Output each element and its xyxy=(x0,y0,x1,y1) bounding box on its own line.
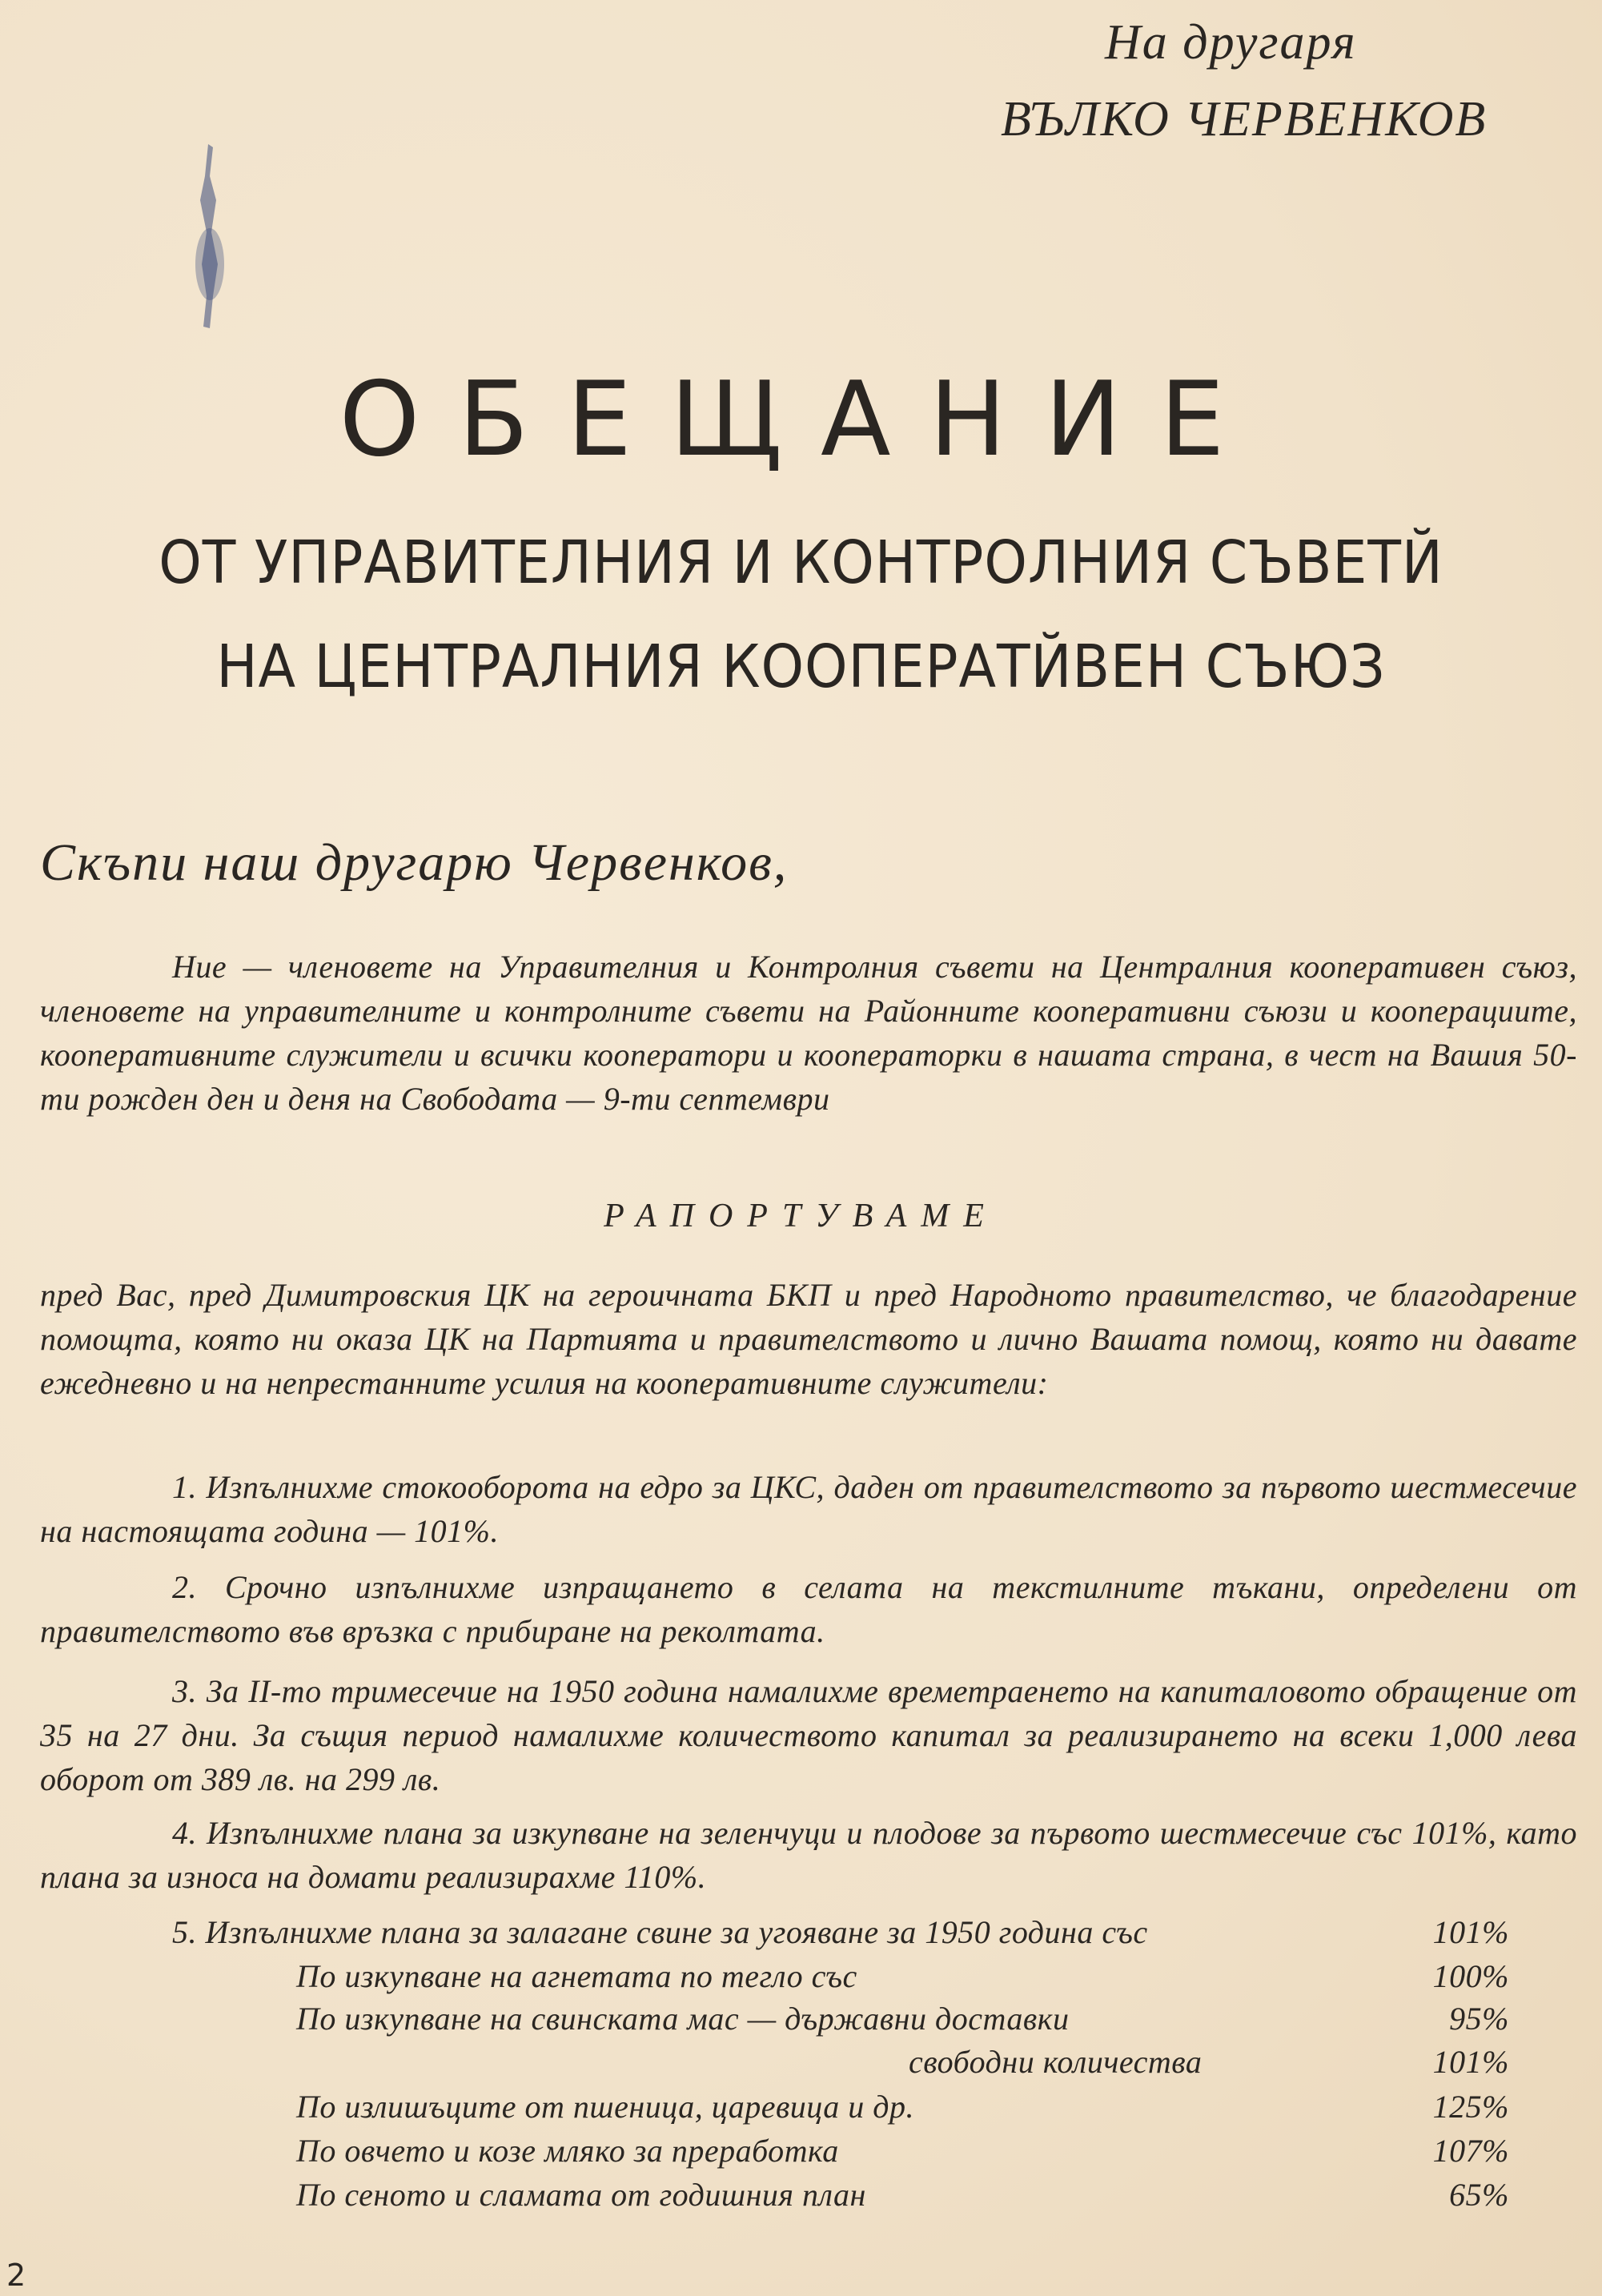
subtitle-line-2: НА ЦЕНТРАЛНИЯ КООПЕРАТЙВЕН СЪЮЗ xyxy=(216,632,1386,701)
intro-paragraph: Ние — членовете на Управителния и Контролния съвети на Централния кооперативен съюз, членовете на управителните и контролните съвети на Районните кооперативни съюзи и кооперациите, кооперативните служители и всички кооператори и кооператорки в нашата страна, в чест на Вашия 50-ти рожден ден и деня на Свободата — 9-ти септември xyxy=(40,949,1577,1117)
list-row-text: свободни количества xyxy=(909,2044,1203,2080)
list-row-text: По излишъците от пшеница, царевица и др. xyxy=(296,2089,915,2125)
list-row xyxy=(40,2088,1509,2132)
item-3: 3. За II-то тримесечие на 1950 година намалихме времетраенето на капиталовото обращение от 35 на 27 дни. За същия период намалихме количеството капитал за реализирането на всеки 1,000 лева оборот от 389 лв. на 299 лв. xyxy=(40,1673,1577,1797)
list-row xyxy=(40,2043,1509,2087)
list-row xyxy=(40,2176,1509,2220)
ink-blot-mark xyxy=(186,144,234,328)
list-row xyxy=(40,1913,1509,1957)
report-heading: РАПОРТУВАМЕ xyxy=(604,1198,998,1234)
list-row-text: По изкупване на агнетата по тегло със xyxy=(296,1958,857,1994)
list-row xyxy=(40,2132,1509,2176)
list-row-value: 107% xyxy=(1432,2133,1509,2169)
salutation: Скъпи наш другарю Червенков, xyxy=(40,833,789,892)
list-row-value: 101% xyxy=(1432,1914,1509,1950)
list-row-value: 95% xyxy=(1449,2001,1509,2037)
item-1: 1. Изпълнихме стокооборота на едро за ЦКС, даден от правителството за първото шестмесечие на настоящата година — 101%. xyxy=(40,1469,1577,1549)
list-row-text: По сеното и сламата от годишния план xyxy=(296,2177,866,2213)
item-2: 2. Срочно изпълнихме изпращането в селата на текстилните тъкани, определени от правителството във връзка с прибиране на реколтата. xyxy=(40,1569,1577,1649)
list-row-text: 5. Изпълнихме плана за залагане свине за угояване за 1950 година със xyxy=(172,1914,1148,1950)
list-row xyxy=(40,1957,1509,2001)
subtitle-line-1: ОТ УПРАВИТЕЛНИЯ И КОНТРОЛНИЯ СЪВЕТЙ xyxy=(159,528,1443,597)
list-row-value: 125% xyxy=(1432,2089,1509,2125)
addressee-line-1: На другаря xyxy=(1105,15,1357,70)
addressee-name: ВЪЛКО ЧЕРВЕНКОВ xyxy=(1001,92,1488,147)
list-row xyxy=(40,2000,1509,2044)
list-row-value: 65% xyxy=(1449,2177,1509,2213)
page-number: 2 xyxy=(6,2258,26,2293)
document-title: ОБЕЩАНИЕ xyxy=(339,360,1263,480)
item-4: 4. Изпълнихме плана за изкупване на зеленчуци и плодове за първото шестмесечие със 101%, като плана за износа на домати реализирахме 110%. xyxy=(40,1815,1577,1895)
list-row-text: По овчето и козе мляко за преработка xyxy=(296,2133,839,2169)
list-row-value: 100% xyxy=(1432,1958,1509,1994)
report-paragraph: пред Вас, пред Димитровския ЦК на героичната БКП и пред Народното правителство, че благодарение помощта, която ни оказа ЦК на Партията и правителството и лично Вашата помощ, която ни давате ежедневно и на непрестанните усилия на кооперативните служители: xyxy=(40,1277,1577,1401)
list-row-value: 101% xyxy=(1432,2044,1509,2080)
list-row-text: По изкупване на свинската мас — държавни доставки xyxy=(296,2001,1070,2037)
